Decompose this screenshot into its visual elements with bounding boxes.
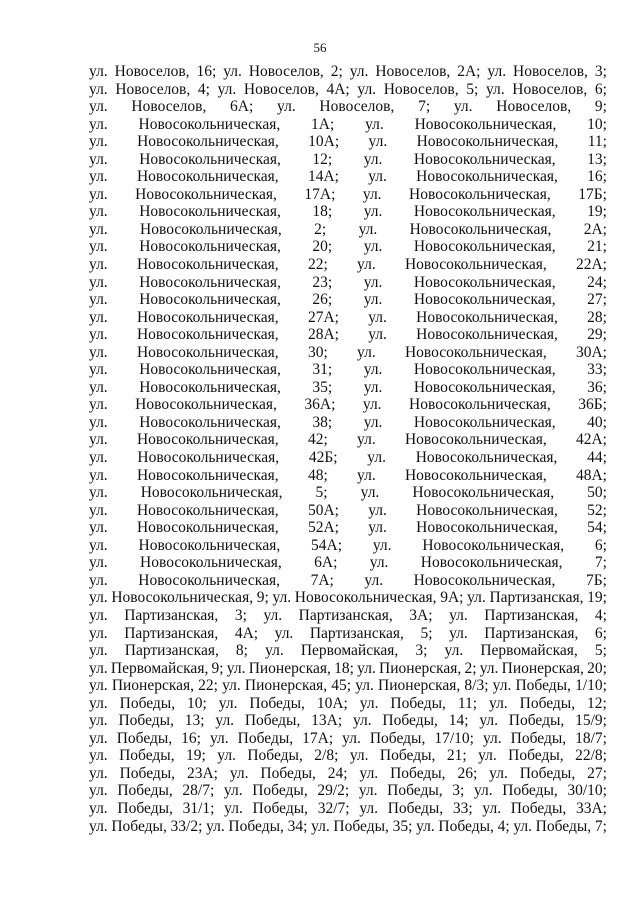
- text-line: ул. Новосокольническая, 27А; ул. Новосокольническая, 28;: [89, 308, 607, 326]
- text-line: ул. Новосокольническая, 30; ул. Новосокольническая, 30А;: [89, 343, 607, 361]
- text-line: ул. Новосокольническая, 54А; ул. Новосокольническая, 6;: [89, 536, 607, 554]
- address-text-block: [89, 63, 607, 835]
- text-line: ул. Новосокольническая, 14А; ул. Новосокольническая, 16;: [89, 168, 607, 186]
- text-line: ул. Новосокольническая, 18; ул. Новосокольническая, 19;: [89, 203, 607, 221]
- text-line: ул. Новосокольническая, 48; ул. Новосокольническая, 48А;: [89, 466, 607, 484]
- text-line: ул. Новосокольническая, 20; ул. Новосокольническая, 21;: [89, 238, 607, 256]
- text-line: ул. Новоселов, 16; ул. Новоселов, 2; ул. Новоселов, 2А; ул. Новоселов, 3;: [89, 63, 607, 80]
- text-line: ул. Победы, 23А; ул. Победы, 24; ул. Победы, 26; ул. Победы, 27;: [89, 764, 607, 782]
- text-line: ул. Новосокольническая, 2; ул. Новосокольническая, 2А;: [89, 220, 607, 238]
- text-line: ул. Новосокольническая, 50А; ул. Новосокольническая, 52;: [89, 501, 607, 519]
- text-line: ул. Новосокольническая, 28А; ул. Новосокольническая, 29;: [89, 326, 607, 344]
- text-line: ул. Новоселов, 6А; ул. Новоселов, 7; ул. Новоселов, 9;: [89, 98, 607, 116]
- text-line: ул. Победы, 19; ул. Победы, 2/8; ул. Победы, 21; ул. Победы, 22/8;: [89, 747, 607, 765]
- text-line: ул. Новосокольническая, 31; ул. Новосокольническая, 33;: [89, 361, 607, 379]
- text-line: ул. Новосокольническая, 36А; ул. Новосокольническая, 36Б;: [89, 396, 607, 414]
- text-line: ул. Новосокольническая, 10А; ул. Новосокольническая, 11;: [89, 133, 607, 151]
- text-line: ул. Новосокольническая, 9; ул. Новосокольническая, 9А; ул. Партизанская, 19;: [89, 589, 607, 607]
- text-line: ул. Партизанская, 4А; ул. Партизанская, 5; ул. Партизанская, 6;: [89, 624, 607, 642]
- text-line: ул. Новосокольническая, 26; ул. Новосокольническая, 27;: [89, 291, 607, 309]
- text-line: ул. Пионерская, 22; ул. Пионерская, 45; ул. Пионерская, 8/3; ул. Победы, 1/10;: [89, 677, 607, 695]
- text-line: ул. Новоселов, 4; ул. Новоселов, 4А; ул. Новоселов, 5; ул. Новоселов, 6;: [89, 80, 607, 98]
- page-number: 56: [313, 40, 327, 55]
- text-line: ул. Победы, 33/2; ул. Победы, 34; ул. Победы, 35; ул. Победы, 4; ул. Победы, 7;: [89, 817, 607, 835]
- text-line: ул. Новосокольническая, 42Б; ул. Новосокольническая, 44;: [89, 449, 607, 467]
- text-line: ул. Победы, 28/7; ул. Победы, 29/2; ул. Победы, 3; ул. Победы, 30/10;: [89, 782, 607, 800]
- text-line: ул. Новосокольническая, 35; ул. Новосокольническая, 36;: [89, 378, 607, 396]
- text-line: ул. Новосокольническая, 5; ул. Новосокольническая, 50;: [89, 484, 607, 502]
- text-line: ул. Победы, 16; ул. Победы, 17А; ул. Победы, 17/10; ул. Победы, 18/7;: [89, 729, 607, 747]
- text-line: ул. Новосокольническая, 38; ул. Новосокольническая, 40;: [89, 413, 607, 431]
- text-line: ул. Новосокольническая, 23; ул. Новосокольническая, 24;: [89, 273, 607, 291]
- text-line: ул. Новосокольническая, 7А; ул. Новосокольническая, 7Б;: [89, 571, 607, 589]
- text-line: ул. Новосокольническая, 17А; ул. Новосокольническая, 17Б;: [89, 185, 607, 203]
- text-line: ул. Первомайская, 9; ул. Пионерская, 18; ул. Пионерская, 2; ул. Пионерская, 20;: [89, 659, 607, 677]
- text-line: ул. Новосокольническая, 42; ул. Новосокольническая, 42А;: [89, 431, 607, 449]
- text-line: ул. Новосокольническая, 6А; ул. Новосокольническая, 7;: [89, 554, 607, 572]
- text-line: ул. Победы, 31/1; ул. Победы, 32/7; ул. Победы, 33; ул. Победы, 33А;: [89, 799, 607, 817]
- text-line: ул. Новосокольническая, 22; ул. Новосокольническая, 22А;: [89, 256, 607, 274]
- text-line: ул. Партизанская, 3; ул. Партизанская, 3А; ул. Партизанская, 4;: [89, 606, 607, 624]
- text-line: ул. Новосокольническая, 12; ул. Новосокольническая, 13;: [89, 150, 607, 168]
- text-line: ул. Партизанская, 8; ул. Первомайская, 3; ул. Первомайская, 5;: [89, 642, 607, 660]
- text-line: ул. Победы, 13; ул. Победы, 13А; ул. Победы, 14; ул. Победы, 15/9;: [89, 712, 607, 730]
- text-line: ул. Победы, 10; ул. Победы, 10А; ул. Победы, 11; ул. Победы, 12;: [89, 694, 607, 712]
- text-line: ул. Новосокольническая, 52А; ул. Новосокольническая, 54;: [89, 519, 607, 537]
- text-line: ул. Новосокольническая, 1А; ул. Новосокольническая, 10;: [89, 115, 607, 133]
